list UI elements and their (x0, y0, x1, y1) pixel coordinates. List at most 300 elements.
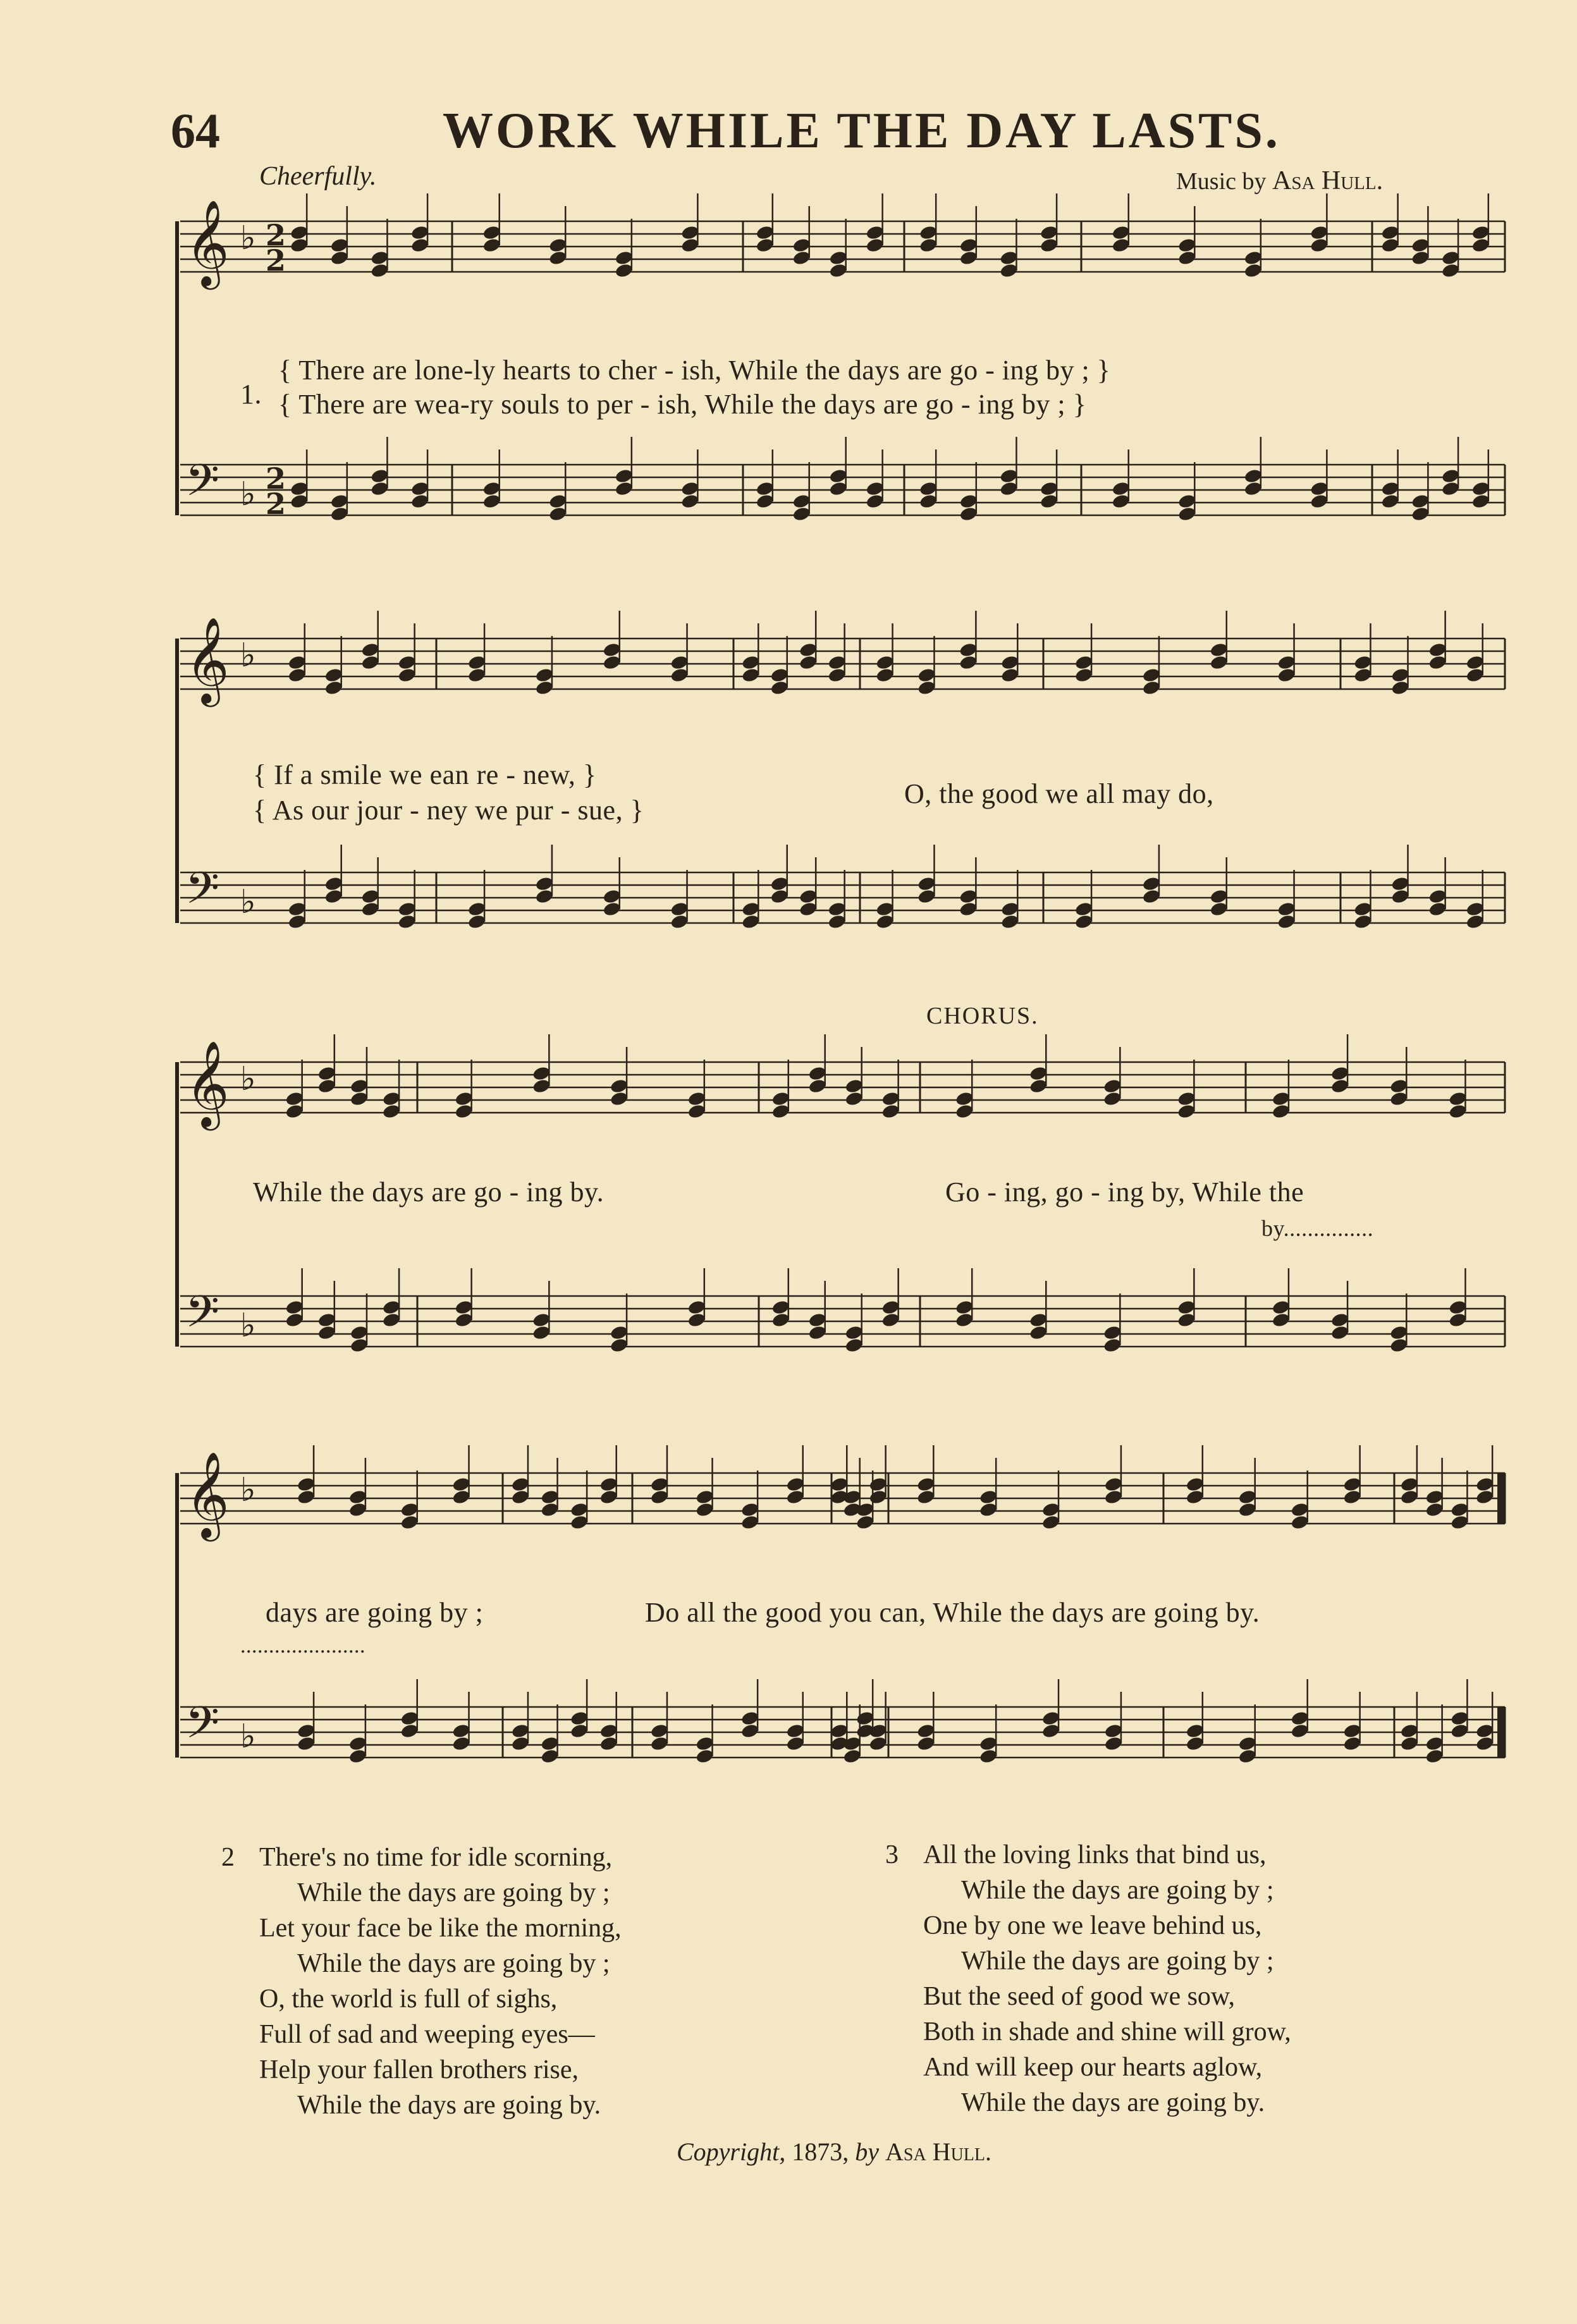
system-1-lyric-line-2: { There are wea-ry souls to per - ish, While the days are go - ing by ; } (278, 389, 1087, 420)
note-head (287, 914, 307, 930)
treble-clef: 𝄞 (185, 199, 230, 286)
note-head (1425, 1501, 1444, 1518)
note-head (1103, 1337, 1122, 1354)
note-head (285, 1312, 304, 1328)
note-head (1209, 901, 1229, 917)
note-head (1111, 224, 1131, 241)
note-head (1277, 901, 1296, 917)
note-head (1177, 1091, 1196, 1107)
note-head (959, 888, 978, 905)
note-head (999, 250, 1019, 266)
verse-line: O, the world is full of sighs, (259, 1985, 558, 2014)
note-head (535, 680, 555, 696)
note-head (799, 654, 818, 671)
note-head (324, 876, 343, 892)
note-head (1465, 901, 1485, 917)
note-head (400, 1723, 419, 1739)
note-head (740, 1514, 760, 1531)
note-head (741, 901, 761, 917)
note-head (695, 1501, 715, 1518)
note-head (454, 1091, 474, 1107)
note-head (1342, 1476, 1362, 1493)
note-head (1425, 1489, 1444, 1505)
note-head (610, 1324, 629, 1341)
note-head (451, 1476, 471, 1493)
note-head (1428, 654, 1447, 671)
note-head (350, 1091, 369, 1107)
note-head (770, 888, 789, 905)
note-head (467, 654, 487, 671)
note-head (959, 250, 979, 266)
copyright-year: 1873, (792, 2137, 849, 2166)
note-head (511, 1476, 531, 1493)
flat-icon: ♭ (240, 1471, 256, 1509)
note-head (955, 1312, 974, 1328)
note-head (400, 1514, 419, 1531)
note-head (670, 667, 689, 683)
note-head (1209, 642, 1229, 658)
note-head (830, 1476, 849, 1493)
note-head (599, 1476, 618, 1493)
note-head (650, 1476, 670, 1493)
note-head (1389, 1324, 1409, 1341)
note-head (454, 1312, 474, 1328)
note-head (1310, 493, 1329, 510)
note-head (1310, 224, 1329, 241)
note-head (1475, 1476, 1495, 1493)
note-head (979, 1489, 998, 1505)
chorus-label: CHORUS. (926, 1003, 1039, 1029)
note-head (844, 1337, 864, 1354)
note-head (1272, 1091, 1291, 1107)
note-head (1471, 237, 1491, 254)
note-head (1448, 1312, 1468, 1328)
note-head (615, 250, 634, 266)
note-head (865, 493, 885, 510)
note-head (370, 480, 390, 497)
note-head (919, 480, 938, 497)
verse-line: There's no time for idle scorning, (259, 1843, 613, 1872)
note-head (360, 642, 380, 658)
note-head (348, 1501, 368, 1518)
note-head (999, 480, 1019, 497)
note-head (330, 506, 350, 522)
note-head (959, 506, 979, 522)
note-head (1272, 1312, 1291, 1328)
note-head (1111, 237, 1131, 254)
note-head (881, 1299, 900, 1316)
note-head (680, 480, 700, 497)
time-signature-bottom: 2 (266, 243, 286, 278)
note-head (1041, 1514, 1061, 1531)
note-head (1041, 1501, 1061, 1518)
note-head (410, 480, 430, 497)
note-head (1111, 480, 1131, 497)
note-head (1330, 1312, 1350, 1328)
note-head (1428, 901, 1447, 917)
note-head (324, 667, 343, 683)
note-head (1177, 506, 1197, 522)
note-head (1465, 667, 1485, 683)
note-head (290, 493, 309, 510)
note-head (1380, 237, 1400, 254)
note-head (881, 1091, 900, 1107)
note-head (1310, 480, 1329, 497)
note-head (454, 1103, 474, 1120)
note-head (360, 888, 380, 905)
note-head (856, 1514, 875, 1531)
note-head (1040, 480, 1059, 497)
note-head (828, 468, 848, 484)
note-head (650, 1735, 670, 1752)
note-head (1290, 1710, 1310, 1727)
note-head (740, 1710, 760, 1727)
note-head (1074, 667, 1094, 683)
note-head (1411, 493, 1430, 510)
note-head (844, 1324, 864, 1341)
note-head (1104, 1735, 1124, 1752)
verse-line: Full of sad and weeping eyes— (259, 2020, 595, 2049)
verse-3 (885, 1837, 1291, 2120)
note-head (532, 1065, 551, 1082)
note-head (1450, 1710, 1470, 1727)
note-head (979, 1501, 998, 1518)
note-head (330, 250, 350, 266)
final-barline (1497, 1473, 1505, 1524)
note-head (959, 237, 979, 254)
note-head (741, 667, 761, 683)
copyright-label: Copyright, (677, 2137, 786, 2166)
note-head (350, 1078, 369, 1094)
verse-line: All the loving links that bind us, (923, 1840, 1267, 1869)
note-head (959, 901, 978, 917)
note-head (1142, 680, 1162, 696)
note-head (511, 1735, 531, 1752)
note-head (610, 1078, 629, 1094)
note-head (548, 250, 568, 266)
note-head (1272, 1103, 1291, 1120)
note-head (1400, 1489, 1420, 1505)
bass-clef: 𝄢 (185, 1286, 220, 1348)
note-head (755, 493, 775, 510)
note-head (1277, 667, 1296, 683)
note-head (297, 1723, 316, 1739)
note-head (1448, 1299, 1468, 1316)
system-1-lyric-line-1: { There are lone-ly hearts to cher - ish, While the days are go - ing by ; } (278, 355, 1111, 386)
note-head (670, 654, 689, 671)
note-head (827, 667, 847, 683)
note-head (348, 1748, 368, 1764)
note-head (1237, 1489, 1257, 1505)
note-head (955, 1299, 974, 1316)
note-head (955, 1091, 974, 1107)
note-head (532, 1312, 551, 1328)
note-head (807, 1078, 827, 1094)
note-head (1237, 1748, 1257, 1764)
note-head (1342, 1489, 1362, 1505)
note-head (785, 1476, 805, 1493)
system-4-lyric-line-2: Do all the good you can, While the days are going by. (645, 1597, 1260, 1628)
note-head (1471, 493, 1491, 510)
note-head (650, 1489, 670, 1505)
note-head (1277, 914, 1296, 930)
note-head (317, 1312, 337, 1328)
note-head (695, 1489, 715, 1505)
note-head (1029, 1078, 1048, 1094)
note-head (451, 1735, 471, 1752)
note-head (1000, 654, 1020, 671)
note-head (1177, 250, 1197, 266)
note-head (1244, 262, 1263, 279)
note-head (1448, 1103, 1468, 1120)
note-head (868, 1735, 888, 1752)
note-head (916, 1489, 936, 1505)
note-head (770, 667, 789, 683)
note-head (1277, 654, 1296, 671)
note-head (297, 1735, 316, 1752)
note-head (959, 493, 979, 510)
note-head (451, 1723, 471, 1739)
note-head (317, 1078, 337, 1094)
note-head (1290, 1723, 1310, 1739)
note-head (1177, 493, 1197, 510)
copyright-notice (677, 2137, 991, 2167)
note-head (1400, 1735, 1420, 1752)
note-head (917, 876, 936, 892)
note-head (1330, 1078, 1350, 1094)
note-head (1029, 1324, 1048, 1341)
note-head (1380, 480, 1400, 497)
note-head (285, 1299, 304, 1316)
note-head (532, 1078, 551, 1094)
note-head (917, 680, 936, 696)
note-head (360, 654, 380, 671)
note-head (454, 1299, 474, 1316)
hymn-title: WORK WHILE THE DAY LASTS. (443, 103, 1280, 159)
note-head (827, 901, 847, 917)
note-head (1428, 642, 1447, 658)
note-head (1353, 667, 1373, 683)
note-head (1353, 901, 1373, 917)
note-head (1000, 667, 1020, 683)
note-head (350, 1324, 369, 1341)
note-head (807, 1312, 827, 1328)
note-head (1441, 468, 1461, 484)
verse-line: But the seed of good we sow, (923, 1982, 1236, 2011)
note-head (330, 493, 350, 510)
note-head (687, 1312, 707, 1328)
note-head (511, 1489, 531, 1505)
note-head (1244, 250, 1263, 266)
note-head (844, 1091, 864, 1107)
note-head (799, 888, 818, 905)
note-head (317, 1065, 337, 1082)
note-head (602, 901, 622, 917)
note-head (1041, 1723, 1061, 1739)
note-head (1380, 224, 1400, 241)
note-head (740, 1501, 760, 1518)
note-head (370, 262, 390, 279)
note-head (771, 1312, 790, 1328)
note-head (1142, 888, 1162, 905)
note-head (348, 1489, 368, 1505)
note-head (1353, 654, 1373, 671)
note-head (297, 1476, 316, 1493)
note-head (615, 468, 634, 484)
note-head (548, 493, 568, 510)
note-head (285, 1103, 304, 1120)
note-head (511, 1723, 531, 1739)
note-head (370, 250, 390, 266)
note-head (792, 493, 811, 510)
note-head (570, 1710, 589, 1727)
note-head (868, 1723, 888, 1739)
note-head (1411, 506, 1430, 522)
note-head (615, 480, 634, 497)
note-head (1441, 262, 1461, 279)
note-head (979, 1735, 998, 1752)
note-head (400, 1710, 419, 1727)
time-signature-top: 2 (266, 218, 286, 252)
note-head (916, 1735, 936, 1752)
note-head (382, 1091, 402, 1107)
note-head (1029, 1312, 1048, 1328)
note-head (650, 1723, 670, 1739)
bass-clef: 𝄢 (185, 862, 220, 924)
note-head (868, 1489, 888, 1505)
note-head (482, 480, 501, 497)
note-head (540, 1748, 560, 1764)
note-head (1209, 888, 1229, 905)
system-4-lyric-line-1: days are going by ; (266, 1597, 484, 1628)
note-head (687, 1299, 707, 1316)
note-head (1389, 1337, 1409, 1354)
note-head (1450, 1723, 1470, 1739)
copyright-name: Asa Hull. (885, 2137, 991, 2166)
note-head (451, 1489, 471, 1505)
note-head (792, 506, 811, 522)
note-head (670, 914, 689, 930)
note-head (535, 667, 555, 683)
note-head (1142, 876, 1162, 892)
note-head (297, 1489, 316, 1505)
note-head (570, 1723, 589, 1739)
note-head (467, 914, 487, 930)
note-head (979, 1748, 998, 1764)
note-head (1040, 493, 1059, 510)
note-head (482, 224, 501, 241)
note-head (1177, 1299, 1196, 1316)
note-head (1040, 237, 1059, 254)
note-head (324, 680, 343, 696)
note-head (842, 1489, 862, 1505)
note-head (1237, 1501, 1257, 1518)
note-head (792, 250, 811, 266)
note-head (1450, 1514, 1470, 1531)
note-head (1475, 1735, 1495, 1752)
note-head (467, 901, 487, 917)
note-head (348, 1735, 368, 1752)
note-head (755, 224, 775, 241)
verse-line: Let your face be like the morning, (259, 1914, 622, 1943)
note-head (370, 468, 390, 484)
note-head (1411, 250, 1430, 266)
note-head (532, 1324, 551, 1341)
note-head (1390, 876, 1410, 892)
note-head (785, 1735, 805, 1752)
verse-line: While the days are going by ; (297, 1878, 610, 1907)
note-head (1103, 1078, 1122, 1094)
bass-clef: 𝄢 (185, 1697, 220, 1759)
note-head (1475, 1489, 1495, 1505)
bass-clef: 𝄢 (185, 455, 220, 517)
note-head (599, 1723, 618, 1739)
note-head (540, 1489, 560, 1505)
note-head (1342, 1723, 1362, 1739)
note-head (350, 1337, 369, 1354)
flat-icon: ♭ (240, 1718, 256, 1756)
note-head (1342, 1735, 1362, 1752)
note-head (410, 493, 430, 510)
note-head (856, 1710, 875, 1727)
note-head (828, 480, 848, 497)
treble-clef: 𝄞 (185, 1450, 230, 1538)
note-head (955, 1103, 974, 1120)
system-3-lyric-line-2: Go - ing, go - ing by, While the (945, 1177, 1304, 1208)
note-head (741, 914, 761, 930)
note-head (865, 237, 885, 254)
note-head (1400, 1723, 1420, 1739)
note-head (785, 1723, 805, 1739)
note-head (856, 1501, 875, 1518)
note-head (1185, 1476, 1205, 1493)
final-barline (1497, 1707, 1505, 1758)
note-head (771, 1103, 790, 1120)
note-head (844, 1078, 864, 1094)
note-head (287, 901, 307, 917)
verse-number: 3 (885, 1840, 899, 1869)
flat-icon: ♭ (240, 219, 256, 257)
note-head (670, 901, 689, 917)
note-head (959, 642, 978, 658)
note-head (1104, 1476, 1124, 1493)
note-head (999, 468, 1019, 484)
note-head (741, 654, 761, 671)
note-head (1074, 901, 1094, 917)
note-head (827, 654, 847, 671)
note-head (570, 1501, 589, 1518)
note-head (1390, 888, 1410, 905)
note-head (1000, 914, 1020, 930)
note-head (548, 506, 568, 522)
note-head (1471, 224, 1491, 241)
note-head (828, 250, 848, 266)
verse-line: While the days are going by ; (961, 1947, 1274, 1976)
system-3-lyric-line-3: by............... (1261, 1216, 1374, 1241)
note-head (1000, 901, 1020, 917)
verse-line: Both in shade and shine will grow, (923, 2017, 1291, 2046)
verse-line: While the days are going by ; (961, 1876, 1274, 1905)
verse-line: Help your fallen brothers rise, (259, 2055, 579, 2084)
note-head (1209, 654, 1229, 671)
note-head (828, 262, 848, 279)
verse-line: And will keep our hearts aglow, (923, 2053, 1263, 2082)
note-head (1185, 1735, 1205, 1752)
note-head (317, 1324, 337, 1341)
note-head (324, 888, 343, 905)
note-head (540, 1735, 560, 1752)
note-head (1029, 1065, 1048, 1082)
